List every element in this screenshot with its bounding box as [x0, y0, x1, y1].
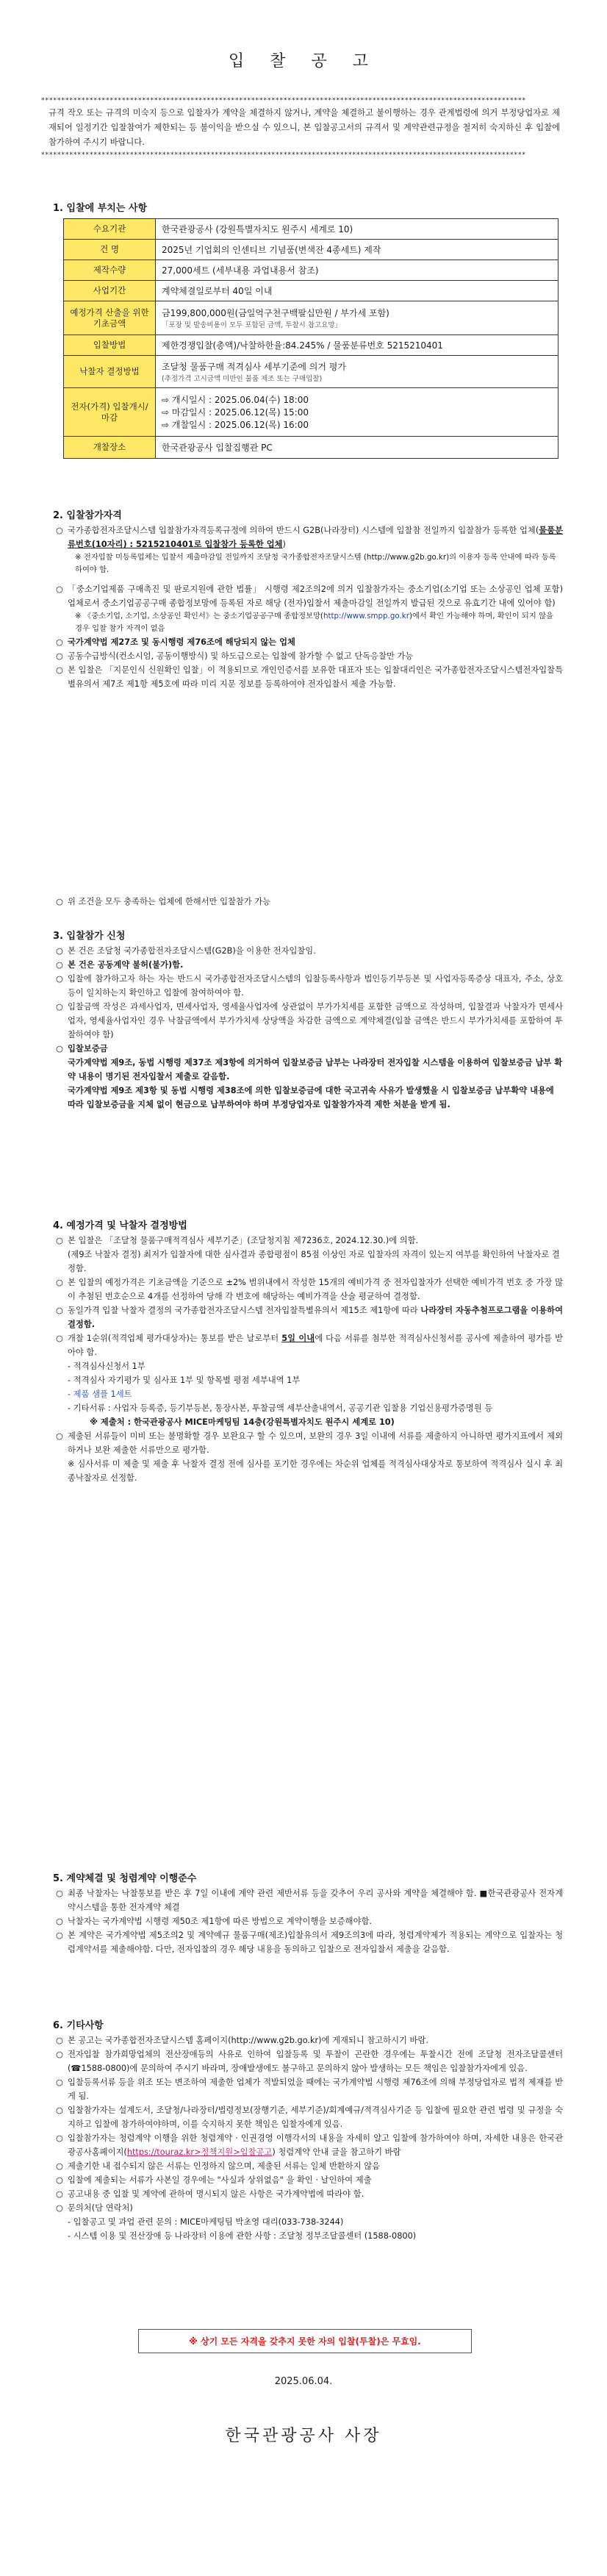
- row-value: 제한경쟁입찰(총액)/낙찰하한율:84.245% / 물품분류번호 5215210401: [156, 335, 558, 356]
- section-3-heading: 3. 입찰참가 신청: [53, 931, 126, 942]
- row-value: 2025년 기업회의 인센티브 기념품(변색잔 4종세트) 제작: [156, 240, 558, 260]
- list-item: ○ 「중소기업제품 구매촉진 및 판로지원에 관한 법률」 시행령 제2조의2에 의거 입찰참가자는 중소기업(소기업 또는 소상공인 업체 포함)업체로서 중소기업공공구매 종합정보망에 등록된 자로 해당 (전자)입찰서 제출마감일 전일까지 발급된 것으로 유효기간 내에 있어야 함): [56, 584, 563, 608]
- list-item: ○ 입찰금액 작성은 과세사업자, 면세사업자, 영세율사업자에 상관없이 부가가치세를 포함한 금액으로 작성하며, 입찰결과 낙찰자가 면세사업자, 영세율사업자인 경우 낙찰금액에서 부가가치세 상당액을 차감한 금액으로 계약체결(입찰 금액은 반드시 부가가치세를 포함하여 투찰하여야 함): [56, 1002, 563, 1040]
- row-label: 전자(가격) 입찰개시/마감: [64, 388, 156, 437]
- section-3-body: [56, 944, 563, 1112]
- table-row: [64, 335, 558, 356]
- row-value: [156, 388, 558, 437]
- section-6-heading: 6. 기타사항: [53, 2020, 104, 2031]
- submission-place: ※ 제출처 : 한국관광공사 MICE마케팅팀 14층(강원특별자치도 원주시 세계로 10): [90, 1417, 395, 1427]
- list-item: ○ 개찰 1순위(적격업체 평가대상자)는 통보를 받은 날로부터 5일 이내에 다음 서류를 첨부한 적격심사신청서를 공사에 제출하여 평가를 받아야 함.: [56, 1334, 564, 1357]
- close-datetime: ⇨ 마감일시 : 2025.06.12(목) 15:00: [162, 407, 309, 418]
- section-1-heading: 1. 입찰에 부치는 사항: [53, 203, 148, 214]
- list-item: ○ 입찰참가자는 청렴계약 이행을 위한 청렴계약 · 인권경영 이행각서의 내용을 자세히 알고 입찰에 참가하여야 하며, 자세한 내용은 한국관광공사홈페이지(https://touraz.kr>정책지원>입찰공고) 청렴계약 안내 글을 참고하기 바람: [56, 2133, 563, 2157]
- list-item: ○ 본 입찰의 예정가격은 기초금액을 기준으로 ±2% 범위내에서 작성한 15개의 예비가격 중 전자입찰자가 선택한 예비가격 번호 중 가장 많이 추첨된 번호순으로 4개를 선정하여 당해 각 번호에 해당하는 예비가격을 산술 평균하여 결정함.: [56, 1278, 563, 1301]
- list-item: ○ 본 계약은 국가계약법 제5조의2 및 계약예규 물품구매(제조)입찰유의서 제9조의3에 따라, 청렴계약제가 적용되는 계약으로 입찰자는 청렴계약서를 제출해야함. 다만, 전자입찰의 경우 해당 내용을 동의하고 입찰으로 전자입찰서 제출을 갈음함.: [56, 1931, 563, 1954]
- row-label: 예정가격 산출을 위한 기초금액: [64, 301, 156, 335]
- row-value: 한국관광공사 (강원특별자치도 원주시 세계로 10): [156, 219, 558, 240]
- table-row: [64, 356, 558, 388]
- row-label: 건 명: [64, 240, 156, 260]
- summary-table: [63, 218, 558, 459]
- page-title: 입 찰 공 고: [229, 52, 378, 71]
- list-item: ○ 국가종합전자조달시스템 입찰참가자격등록규정에 의하여 반드시 G2B(나라장터) 시스템에 입찰참 전일까지 입찰참가 등록한 업체(물품분류번호(10자리) : 5215210401로 입찰참가 등록한 업체): [56, 526, 563, 549]
- table-row: [64, 301, 558, 335]
- star-border-top: ************************************************************************************************************************: [41, 97, 526, 104]
- list-subitem: 국가계약법 제9조, 동법 시행령 제37조 제3항에 의거하여 입찰보증금 납부는 나라장터 전자입찰 시스템을 이용하여 입찰보증금 납부 확약 내용이 명기된 전자입찰서 제출로 갈음함.: [68, 1058, 563, 1081]
- section-2-heading: 2. 입찰참가자격: [53, 510, 122, 521]
- opening-datetime: ⇨ 개찰일시 : 2025.06.12(목) 16:00: [162, 420, 309, 430]
- list-item: ○ 국가계약법 제27조 및 동시행령 제76조에 해당되지 않는 업체: [56, 637, 295, 647]
- row-label: 개찰장소: [64, 437, 156, 459]
- section-2-body: [56, 523, 563, 691]
- notice-text: 규격 작오 또는 규격의 미숙지 등으로 입찰자가 계약을 체결하지 않거나, 계약을 체결하고 불이행하는 경우 관계법령에 의거 부정당업자로 제재되어 일정기간 입찰참여가 제한되는 등 불이익을 받으실 수 있으니, 본 입찰공고서의 규격서 및 계약관련규정을 철저히 숙지하신 후 입찰에 참가하여 주시기 바랍니다.: [49, 108, 560, 147]
- list-item: ○ 공고내용 중 입찰 및 계약에 관하여 명시되지 않은 사항은 국가계약법에 따라야 함.: [56, 2189, 364, 2199]
- row-value: 계약체결일로부터 40일 이내: [156, 281, 558, 301]
- section-4-body: [56, 1234, 563, 1485]
- list-item: ○ 동일가격 입찰 낙찰자 결정의 국가종합전자조달시스템 전자입찰특별유의서 제15조 제1항에 따라 나라장터 자동추첨프로그램을 이용하여 결정함.: [56, 1306, 563, 1329]
- list-item: ○ 본 공고는 국가종합전자조달시스템 홈페이지(http://www.g2b.go.kr)에 게재되니 참고하시기 바람.: [56, 2036, 428, 2045]
- row-value: [156, 301, 558, 335]
- award-method: 조달청 물품구매 적격심사 세부기준에 의거 평가: [162, 362, 346, 372]
- doc-list-item: - 기타서류 : 사업자 등록증, 등기부등본, 통장사본, 투찰금액 세부산출내역서, 공공기관 입찰용 기업신용평가증명원 등: [68, 1403, 493, 1413]
- base-price-note: 「포장 및 발송비용이 모두 포함된 금액, 투찰시 참고요망」: [162, 321, 342, 329]
- row-label: 수요기관: [64, 219, 156, 240]
- list-item: ○ 입찰에 참가하고자 하는 자는 반드시 국가종합전자조달시스템의 입찰등록사항과 법인등기부등본 및 사업자등록증상 대표자, 주소, 상호 등이 일치하는지 확인하고 입찰에 참여하여야 함.: [56, 974, 563, 998]
- row-value: 27,000세트 (세부내용 과업내용서 참조): [156, 260, 558, 281]
- award-method-note: (추정가격 고시금액 미만인 물품 제조 또는 구매입찰): [162, 375, 323, 383]
- row-label: 낙찰자 결정방법: [64, 356, 156, 388]
- section-5-body: [56, 1886, 563, 1956]
- invalid-bid-warning: ※ 상기 모든 자격을 갖추지 못한 자의 입찰(투찰)은 무효임.: [138, 2329, 472, 2353]
- table-row: [64, 437, 558, 459]
- list-item: ○ 낙찰자는 국가계약법 시행령 제50조 제1항에 따른 방법으로 계약이행을 보증해야함.: [56, 1917, 373, 1926]
- list-subnote: ※ 전자입찰 미등록업체는 입찰서 제출마감일 전일까지 조달청 국가종합전자조달시스템 (http://www.g2b.go.kr)의 이용자 등록 안내에 따라 등록하여야 함.: [75, 553, 556, 574]
- list-item: ○ 공동수급방식(컨소시엄, 공동이행방식) 및 하도급으로는 입찰에 참가할 수 없고 단독응찰만 가능: [56, 651, 414, 661]
- table-row: [64, 260, 558, 281]
- list-subitem: (제9조 낙찰자 결정) 최저가 입찰자에 대한 심사결과 종합평점이 85점 이상인 자로 입찰자의 자격이 있는지 여부를 확인하여 낙찰자로 결정함.: [68, 1250, 560, 1273]
- section-2-conclusion: [56, 895, 563, 909]
- list-item: ○ 본 건은 조달청 국가종합전자조달시스템(G2B)을 이용한 전자입찰임.: [56, 946, 316, 956]
- touraz-link[interactable]: https://touraz.kr>정책지원>입찰공고: [126, 2147, 273, 2157]
- list-item: ○ 본 건은 공동계약 불허(불가)함.: [56, 960, 184, 970]
- base-price: 금199,800,000원(금일억구천구백팔십만원 / 부가세 포함): [162, 308, 389, 318]
- doc-list-item: - 적격심사신청서 1부: [68, 1362, 146, 1371]
- list-item: ※ 심사서류 미 제출 및 제출 후 낙찰자 결정 전에 심사를 포기한 경우에는 차순위 업체를 적격심사대상자로 통보하여 적격심사 실시 후 최종낙찰자로 선정함.: [68, 1459, 563, 1483]
- row-label: 제작수량: [64, 260, 156, 281]
- list-item: ○ 제출기한 내 접수되지 않은 서류는 인정하지 않으며, 제출된 서류는 일체 반환하지 않음: [56, 2161, 381, 2171]
- section-6-body: [56, 2033, 563, 2243]
- table-row: [64, 388, 558, 437]
- table-row: [64, 240, 558, 260]
- announcement-date: 2025.06.04.: [274, 2376, 333, 2387]
- table-row: [64, 219, 558, 240]
- star-border-bottom: ************************************************************************************************************************: [41, 151, 526, 159]
- smpp-link[interactable]: http://www.smpp.go.kr: [323, 612, 409, 620]
- list-item: ○ 입찰참가자는 설계도서, 조달청/나라장터/법령정보(장행기준, 세부기준)/회계예규/적격심사기준 등 입찰에 필요한 관련 법령 및 규정을 숙지하고 입찰에 참가하여야하며, 이를 숙지하지 못한 책임은 입찰자에게 있음.: [56, 2105, 563, 2129]
- signature: 한국관광공사 사장: [225, 2427, 382, 2445]
- row-label: 사업기간: [64, 281, 156, 301]
- list-item: ○ 본 입찰은 「지문인식 신원확인 입찰」이 적용되므로 개인인증서를 보유한 대표자 또는 입찰대리인은 국가종합전자조달시스템전자입찰특별유의서 제7조 제1항 제5호에 따라 미리 지문 정보를 등록하여야 전자입찰서 제출 가능함.: [56, 665, 563, 689]
- list-item: ○ 제출된 서류들이 미비 또는 불명확할 경우 보완요구 할 수 있으며, 보완의 경우 3일 이내에 서류를 제출하지 아니하면 평가지표에서 제외하거나 보완 제출한 서류만으로 평가함.: [56, 1431, 563, 1455]
- section-4-heading: 4. 예정가격 및 낙찰자 결정방법: [53, 1220, 187, 1231]
- list-item: ○ 위 조건을 모두 충족하는 업체에 한해서만 입찰참가 가능: [56, 897, 271, 906]
- list-item: ○ 입찰등록서류 등을 위조 또는 변조하여 제출한 업체가 적발되었을 때에는 국가계약법 시행령 제76조에 의해 부정당업자로 법적 제재를 받게 됨.: [56, 2078, 563, 2101]
- row-label: 입찰방법: [64, 335, 156, 356]
- list-item: ○ 입찰에 제출되는 서류가 사본일 경우에는 "사실과 상위없음" 을 확인 · 날인하여 제출: [56, 2175, 372, 2185]
- list-item: ○ 입찰보증금: [56, 1044, 108, 1053]
- row-value: 한국관광공사 입찰집행관 PC: [156, 437, 558, 459]
- contact-line: - 입찰공고 및 과업 관련 문의 : MICE마케팅팀 박초영 대리(033-738-3244): [68, 2217, 344, 2227]
- list-item: ○ 본 입찰은 「조달청 물품구매적격심사 세부기준」(조달청지침 제7236호, 2024.12.30.)에 의함.: [56, 1236, 419, 1245]
- notice-box: [41, 97, 567, 159]
- list-item: ○ 문의처(담 연락처): [56, 2203, 133, 2213]
- doc-list-item: - 제품 샘플 1세트: [68, 1389, 132, 1399]
- contact-line: - 시스템 이용 및 전산장애 등 나라장터 이용에 관한 사항 : 조달청 정부조달콜센터 (1588-0800): [68, 2231, 417, 2241]
- row-value: [156, 356, 558, 388]
- table-row: [64, 281, 558, 301]
- doc-list-item: - 적격심사 자기평가 및 심사표 1부 및 항목별 평점 세부내역 1부: [68, 1375, 301, 1385]
- list-item: ○ 최종 낙찰자는 낙찰통보를 받은 후 7일 이내에 계약 관련 제반서류 등을 갖추어 우리 공사와 계약을 체결해야 함. ■한국관광공사 전자계약시스템을 통한 전자계약 체결: [56, 1889, 563, 1912]
- section-5-heading: 5. 계약체결 및 청렴계약 이행준수: [53, 1873, 197, 1884]
- list-subnote: ※ 《중소기업, 소기업, 소상공인 확인서》는 중소기업공공구매 종합정보망(http://www.smpp.go.kr)에서 확인 가능해야 하며, 확인이 되지 않을 경우 입찰 참가 자격이 없음: [75, 612, 553, 633]
- list-item: ○ 전자입찰 참가희망업체의 전산장애등의 사유로 인하여 입찰등록 및 투찰이 곤란한 경우에는 투찰시간 전에 조달청 전자조달콜센터(☎1588-0800)에 문의하여 주시기 바라며, 장애발생에도 불구하고 문의하지 않아 발생하는 모든 책임은 입찰참가자에게 있음.: [56, 2050, 563, 2073]
- open-datetime: ⇨ 개시일시 : 2025.06.04(수) 18:00: [162, 395, 309, 405]
- list-subitem: 국가계약법 제9조 제3항 및 동법 시행령 제38조에 의한 입찰보증금에 대한 국고귀속 사유가 발생했을 시 입찰보증금 납부확약 내용에 따라 입찰보증금을 지체 없이 현금으로 납부하여야 하며 부정당업자로 입찰참가자격 제한 처분을 받게 됨.: [68, 1086, 554, 1109]
